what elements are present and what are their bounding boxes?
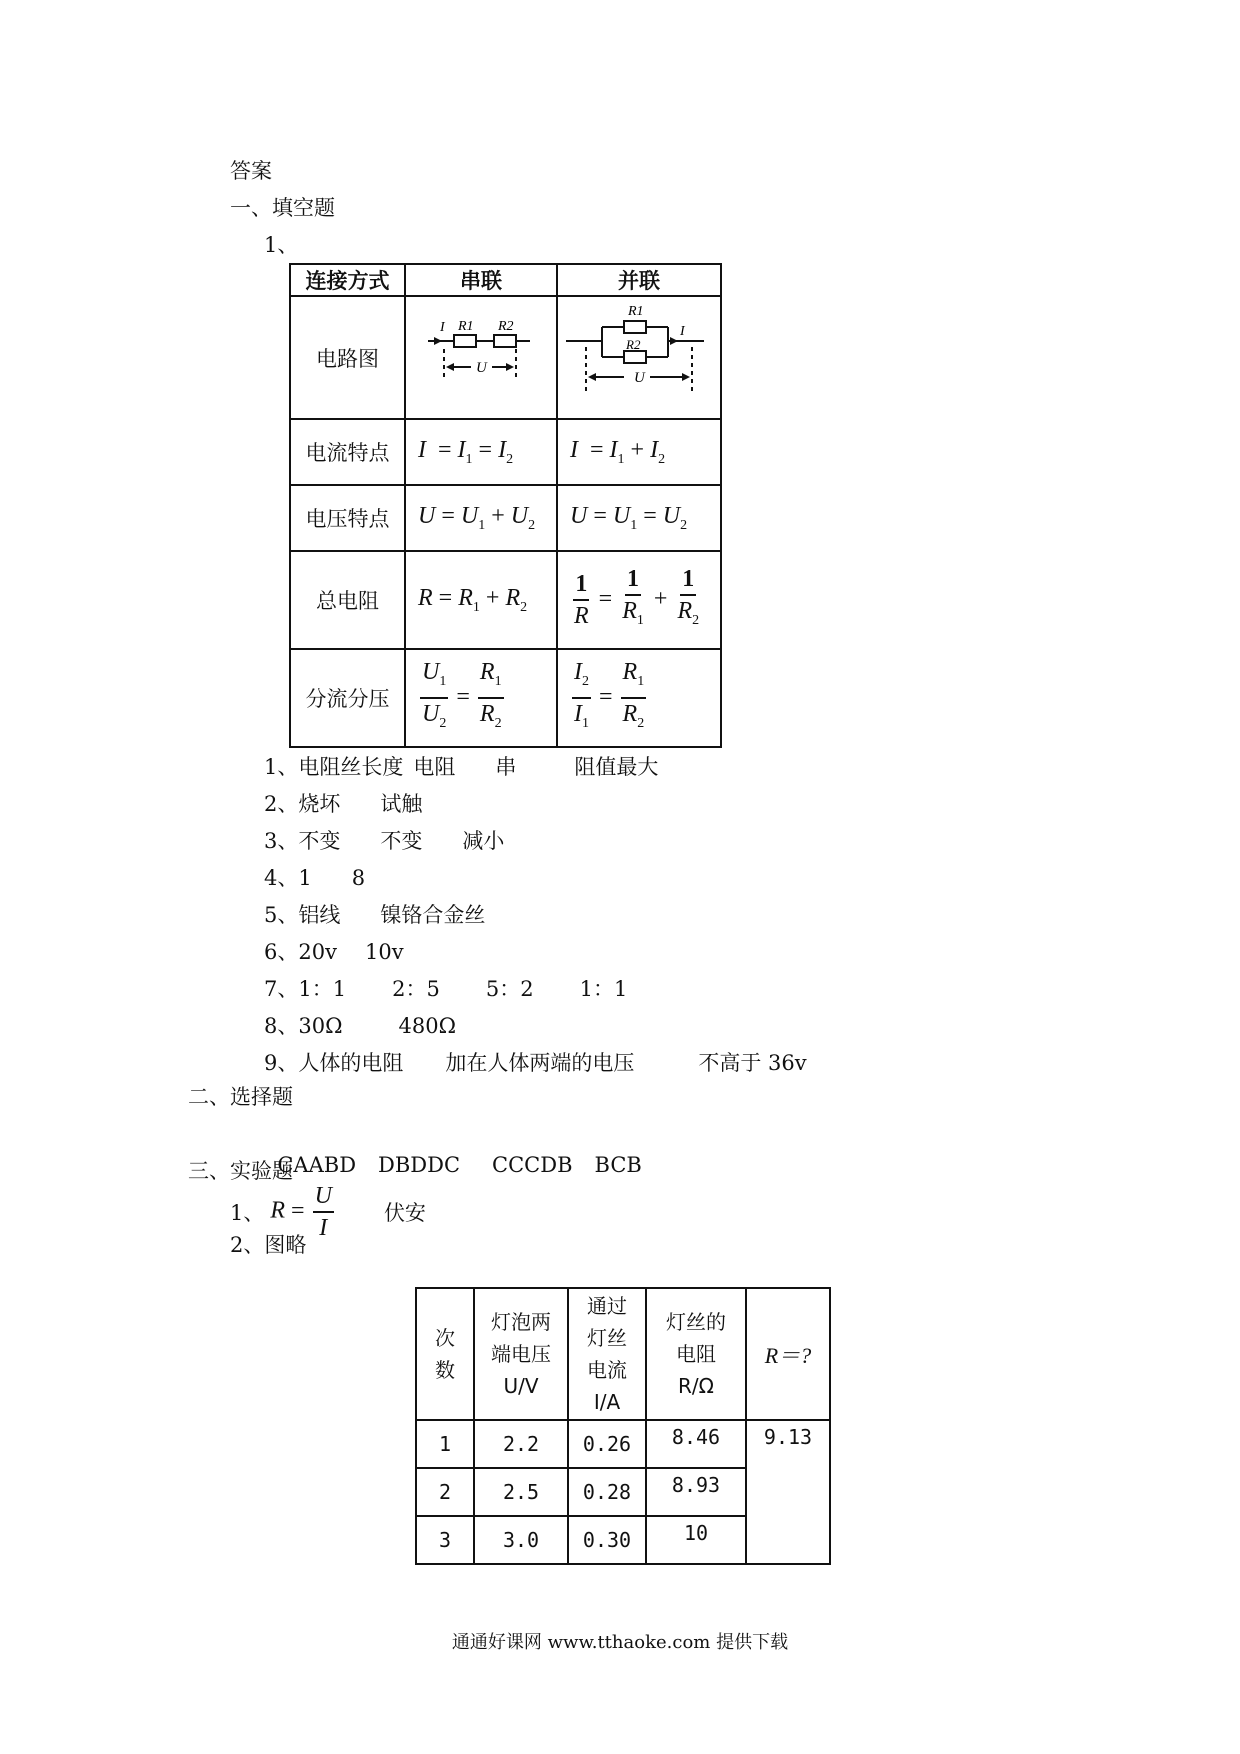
header-line: 灯泡两	[491, 1310, 551, 1334]
table-cell: 0.26	[568, 1420, 646, 1468]
table-cell: 8.46	[646, 1420, 746, 1468]
answer-line	[264, 863, 365, 893]
row-label: 电路图	[290, 296, 405, 419]
answer-number: 5、	[264, 903, 299, 927]
row-label: 分流分压	[290, 649, 405, 747]
answer-part: 阻值最大	[574, 755, 659, 779]
answer-group: DBDDC	[378, 1153, 461, 1177]
measurement-table	[415, 1287, 831, 1565]
answer-part: 10v	[364, 940, 404, 964]
header-times	[416, 1288, 474, 1420]
row-label: 总电阻	[290, 551, 405, 649]
answer-line	[264, 1011, 456, 1041]
answer-number: 2、	[264, 792, 299, 816]
header-average: R＝?	[746, 1288, 830, 1420]
series-circuit-diagram	[405, 296, 557, 419]
voltage-label: U	[634, 370, 645, 386]
parallel-resistance-formula: $\frac{1}{R}$ = $\frac{1}{R_1}$ + $\frac{1}{R_2}$	[557, 551, 721, 649]
series-current-formula: $I = I_1 = I_2$	[405, 419, 557, 485]
answer-part: 镍铬合金丝	[380, 903, 486, 927]
table-cell: 8.93	[646, 1468, 746, 1516]
r1-label: R1	[458, 319, 474, 334]
series-divider-formula: $\frac{U_1}{U_2}$ = $\frac{R_1}{R_2}$	[405, 649, 557, 747]
answer-line	[264, 789, 422, 819]
section-title-fill-blank: 一、填空题	[230, 196, 335, 220]
header-line: 次	[435, 1326, 455, 1350]
current-label: I	[680, 324, 685, 339]
answer-part: 人体的电阻	[298, 1051, 404, 1075]
table-cell: 10	[646, 1516, 746, 1564]
answer-part: 2：5	[392, 977, 440, 1001]
table-cell: 0.30	[568, 1516, 646, 1564]
answer-group: CAABD	[277, 1153, 357, 1177]
page-heading: 答案	[230, 159, 272, 183]
answer-part: 1：1	[579, 977, 628, 1001]
header-line: I/A	[593, 1390, 621, 1414]
answer-part: 串	[495, 755, 517, 779]
header-resistance	[646, 1288, 746, 1420]
header-line: 电流	[587, 1358, 627, 1382]
answer-group: BCB	[594, 1153, 642, 1177]
header-line: 端电压	[491, 1342, 551, 1366]
page-footer: 通通好课网 www.tthaoke.com 提供下载	[451, 1632, 789, 1653]
section-title-experiment: 三、实验题	[188, 1159, 293, 1183]
answer-line	[264, 974, 627, 1004]
answer-part: 20v	[298, 940, 337, 964]
answer-number: 1、	[264, 755, 299, 779]
table-cell: 3.0	[474, 1516, 568, 1564]
item-number: 1、	[264, 233, 299, 257]
table-cell: 1	[416, 1420, 474, 1468]
answer-line	[264, 900, 485, 930]
section-title-choice: 二、选择题	[188, 1085, 293, 1109]
circuit-comparison-table	[289, 263, 722, 748]
answer-number: 7、	[264, 977, 299, 1001]
header-voltage	[474, 1288, 568, 1420]
answer-part: 不变	[380, 829, 423, 853]
voltage-label: U	[476, 360, 487, 376]
header-line: 灯丝	[587, 1326, 627, 1350]
table-cell: 2	[416, 1468, 474, 1516]
answer-part: 1：1	[298, 977, 347, 1001]
parallel-current-formula: $I = I_1 + I_2$	[557, 419, 721, 485]
parallel-voltage-formula: $U = U_1 = U_2$	[557, 485, 721, 551]
table-header: 连接方式	[290, 264, 405, 296]
answer-part: 5：2	[485, 977, 534, 1001]
answer-part: 30Ω	[298, 1014, 343, 1038]
answer-part: 8	[351, 866, 366, 890]
answer-part: 电阻丝长度	[298, 755, 404, 779]
answer-part: 480Ω	[398, 1014, 457, 1038]
ohm-law-formula: R = $\frac{U}{I}$	[270, 1183, 332, 1241]
table-cell: 2.2	[474, 1420, 568, 1468]
item-number: 1、	[230, 1201, 265, 1225]
answer-part: 加在人体两端的电压	[445, 1051, 635, 1075]
r1-label: R1	[628, 304, 644, 319]
answer-part: 试触	[380, 792, 423, 816]
average-resistance: 9.13	[746, 1420, 830, 1564]
choice-answers	[264, 1120, 642, 1180]
header-line: 数	[435, 1358, 455, 1382]
experiment-item-2: 2、图略	[230, 1233, 307, 1257]
table-header: 串联	[405, 264, 557, 296]
answer-part: 减小	[462, 829, 505, 853]
series-resistance-formula: $R = R_1 + R_2$	[405, 551, 557, 649]
answer-part: 不高于 36v	[698, 1051, 807, 1075]
header-line: 通过	[587, 1294, 627, 1318]
table-cell: 2.5	[474, 1468, 568, 1516]
answer-line	[264, 1048, 807, 1078]
table-cell: 3	[416, 1516, 474, 1564]
answer-part: 电阻	[413, 755, 456, 779]
header-line: R/Ω	[678, 1374, 714, 1398]
parallel-divider-formula: $\frac{I_2}{I_1}$ = $\frac{R_1}{R_2}$	[557, 649, 721, 747]
current-label: I	[440, 320, 445, 335]
header-line: 灯丝的	[666, 1310, 726, 1334]
parallel-circuit-svg	[558, 297, 720, 413]
parallel-circuit-diagram	[557, 296, 721, 419]
answer-group: CCCDB	[492, 1153, 573, 1177]
r2-label: R2	[626, 337, 641, 352]
answer-line	[264, 826, 504, 856]
table-header: 并联	[557, 264, 721, 296]
header-current	[568, 1288, 646, 1420]
answer-part: 1	[298, 866, 312, 890]
row-label: 电压特点	[290, 485, 405, 551]
r2-label: R2	[498, 319, 514, 334]
answer-part: 不变	[298, 829, 341, 853]
row-label: 电流特点	[290, 419, 405, 485]
answer-part: 铝线	[298, 903, 341, 927]
header-line: 电阻	[676, 1342, 716, 1366]
answer-number: 4、	[264, 866, 299, 890]
header-line: U/V	[503, 1374, 539, 1398]
series-circuit-svg	[406, 297, 556, 413]
answer-part: 烧坏	[298, 792, 341, 816]
answer-number: 9、	[264, 1051, 299, 1075]
method-text: 伏安	[383, 1201, 426, 1225]
answer-number: 8、	[264, 1014, 299, 1038]
table-cell: 0.28	[568, 1468, 646, 1516]
answer-line	[264, 752, 658, 782]
answer-number: 3、	[264, 829, 299, 853]
answer-line	[264, 937, 404, 967]
answer-number: 6、	[264, 940, 299, 964]
series-voltage-formula: $U = U_1 + U_2$	[405, 485, 557, 551]
